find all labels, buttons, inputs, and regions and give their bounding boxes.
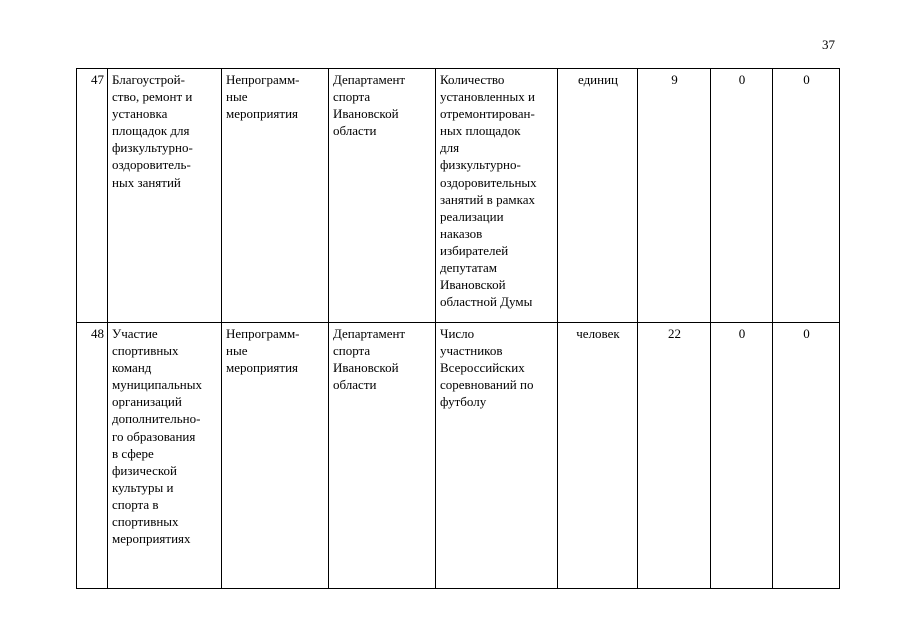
value-cell: 9 [638, 69, 711, 323]
event-name-cell: Участие спортивных команд муниципальных организаций дополнительно- го образования в сфере физической культуры и спорта в спортивных мероприятиях [108, 323, 222, 589]
value-cell: 22 [638, 323, 711, 589]
page-number: 37 [822, 37, 835, 52]
value-cell: 0 [711, 69, 773, 323]
event-name-cell: Благоустрой- ство, ремонт и установка площадок для физкультурно- оздоровитель- ных занятий [108, 69, 222, 323]
executor-cell: Департамент спорта Ивановской области [329, 323, 436, 589]
row-number: 47 [77, 69, 108, 323]
table-row [77, 323, 840, 589]
unit-cell: человек [558, 323, 638, 589]
program-cell: Непрограмм- ные мероприятия [222, 69, 329, 323]
indicators-table [76, 68, 840, 589]
value-cell: 0 [773, 323, 840, 589]
value-cell: 0 [773, 69, 840, 323]
row-number: 48 [77, 323, 108, 589]
indicator-cell: Число участников Всероссийских соревнований по футболу [436, 323, 558, 589]
unit-cell: единиц [558, 69, 638, 323]
executor-cell: Департамент спорта Ивановской области [329, 69, 436, 323]
indicator-cell: Количество установленных и отремонтирован- ных площадок для физкультурно- оздоровительных занятий в рамках реализации наказов избирателей депутатам Ивановской областной Думы [436, 69, 558, 323]
table-row [77, 69, 840, 323]
program-cell: Непрограмм- ные мероприятия [222, 323, 329, 589]
value-cell: 0 [711, 323, 773, 589]
